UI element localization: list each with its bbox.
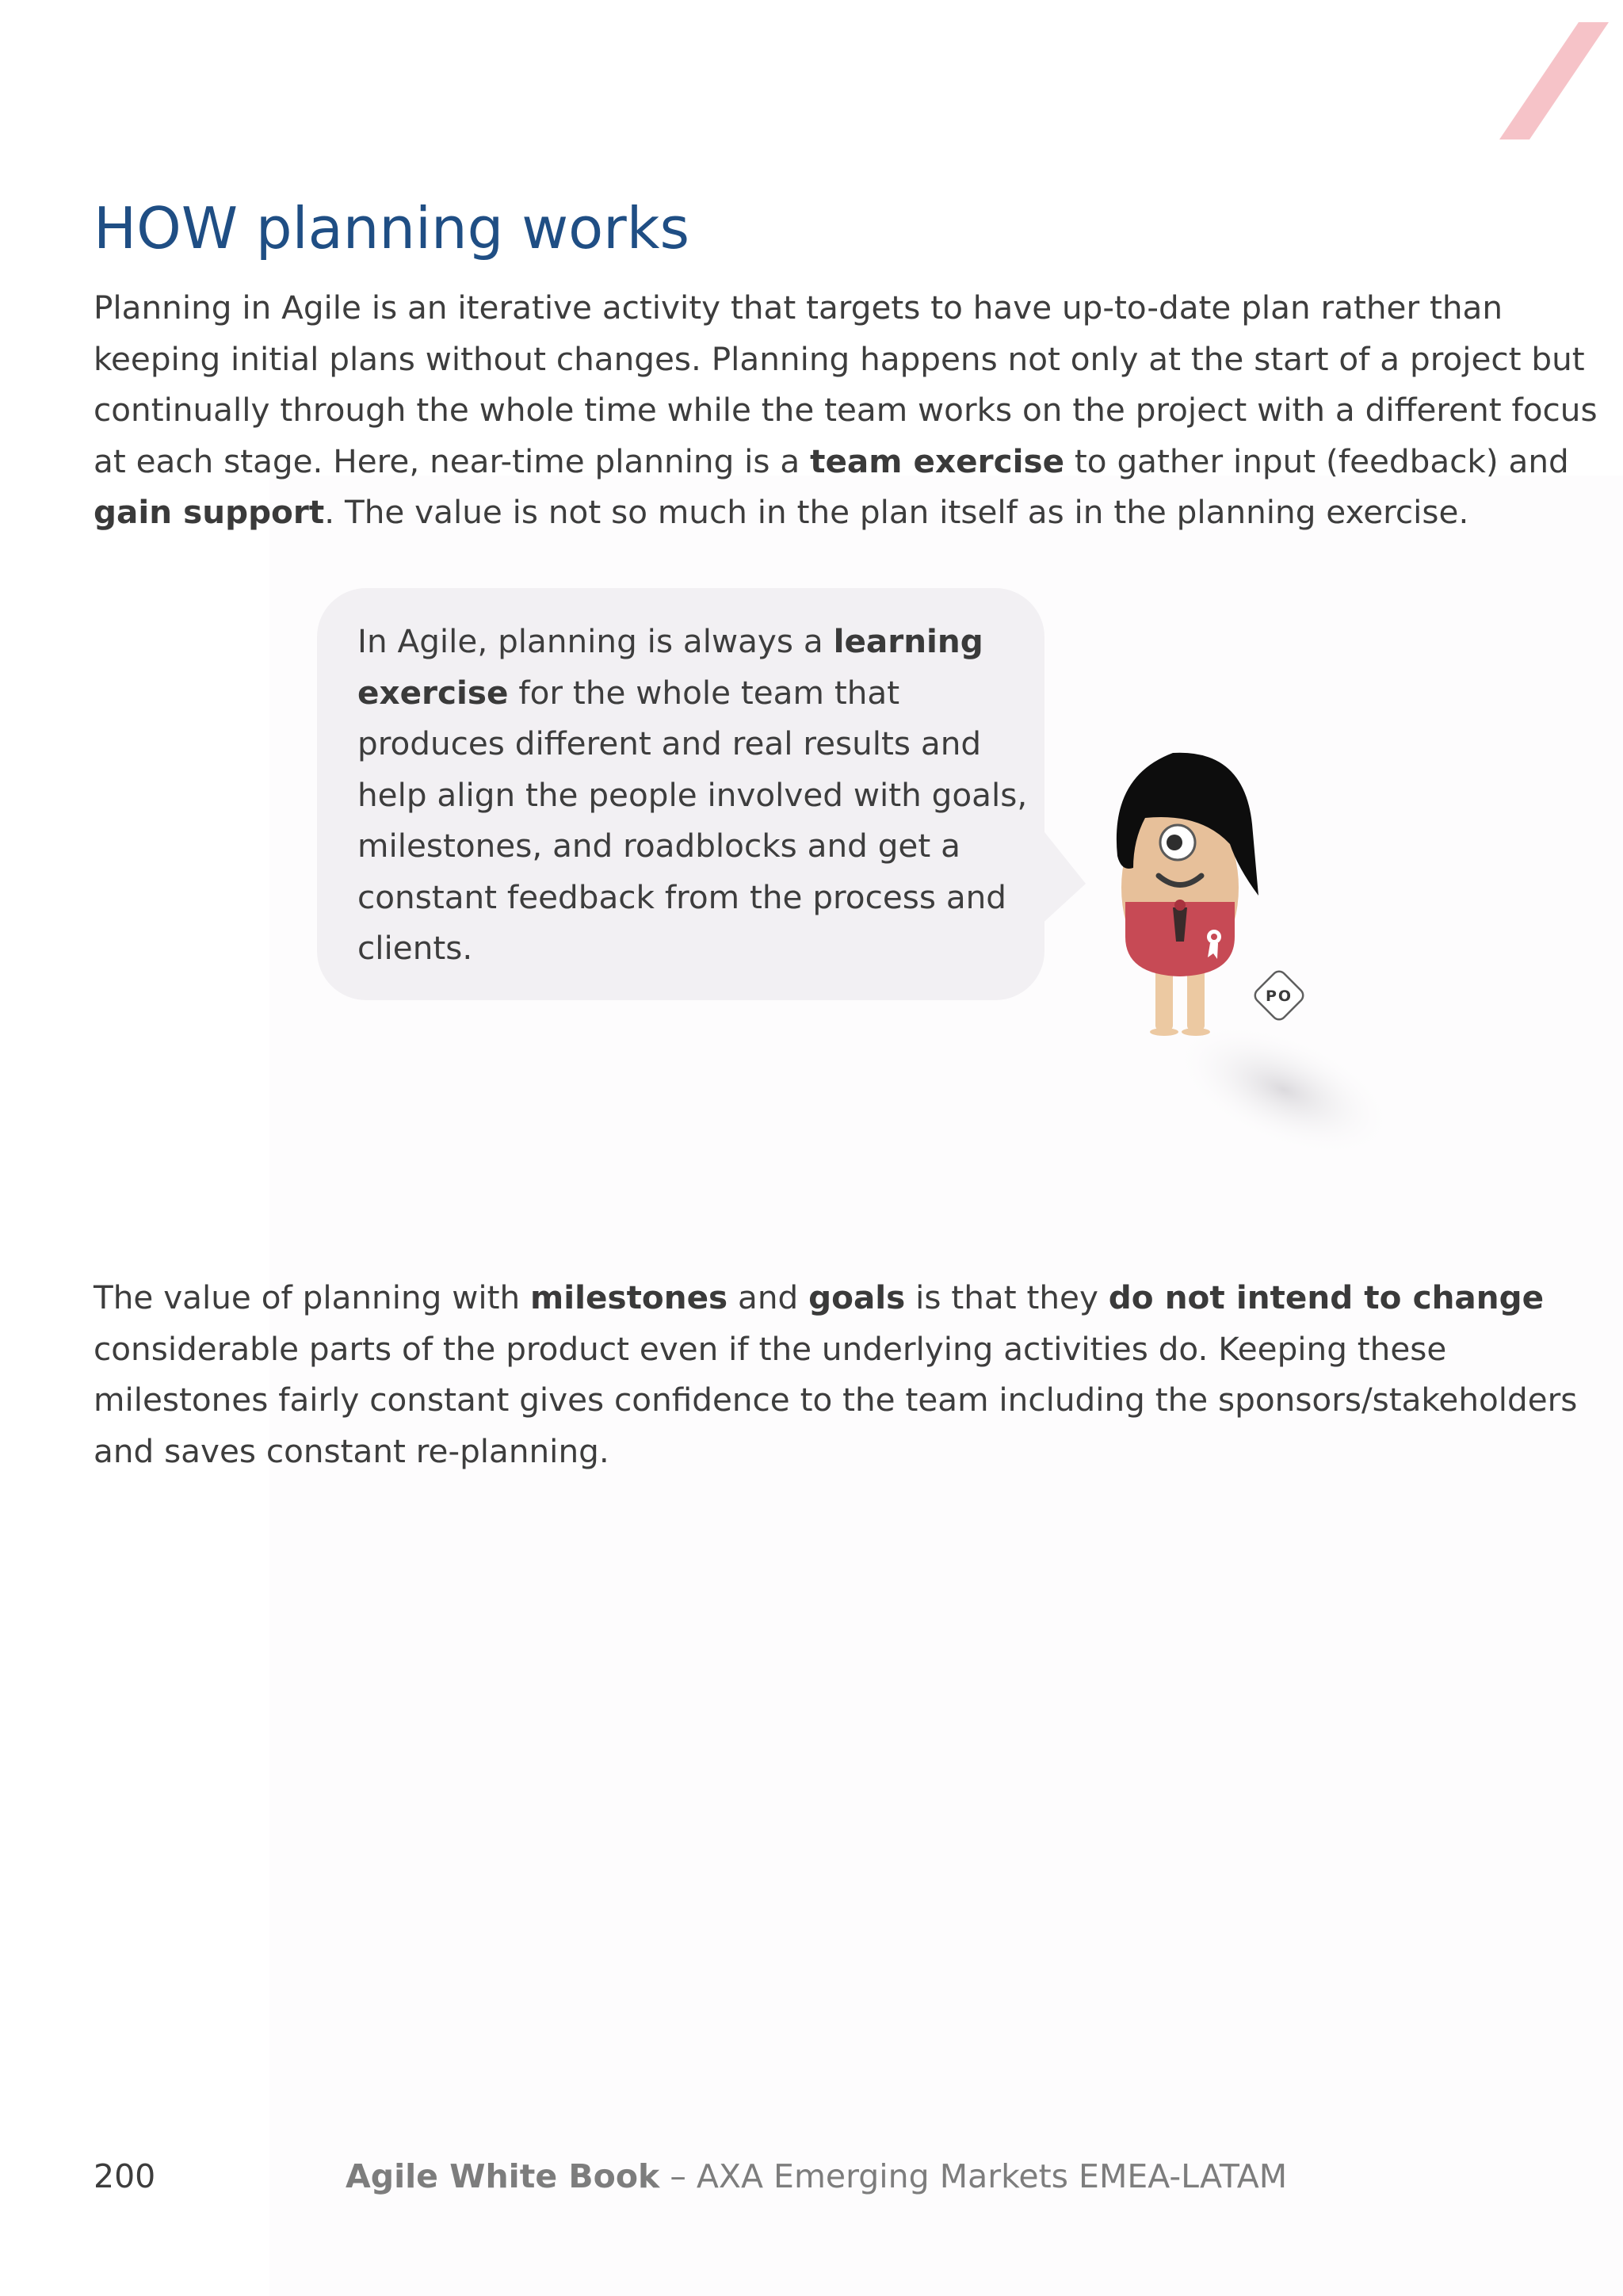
learning-emphasis: learning (833, 622, 983, 660)
do-not-change-emphasis: do not intend to change (1108, 1278, 1545, 1316)
exercise-emphasis: exercise (357, 673, 509, 712)
book-subtitle: – AXA Emerging Markets EMEA-LATAM (659, 2157, 1288, 2195)
milestones-paragraph (94, 1272, 1578, 1477)
page-number: 200 (94, 2157, 156, 2195)
po-badge (1252, 968, 1306, 1022)
callout-line: In Agile, planning is always a learning (357, 622, 983, 660)
product-owner-character-illustration (1054, 729, 1395, 1173)
callout-line: exercise for the whole team that (357, 673, 900, 712)
intro-paragraph (94, 282, 1598, 538)
callout-line: produces different and real results and (357, 724, 982, 762)
goals-emphasis: goals (808, 1278, 906, 1316)
book-title: Agile White Book (346, 2157, 660, 2195)
page-title: HOW planning works (94, 195, 689, 262)
callout-line: help align the people involved with goals, (357, 775, 1028, 814)
milestones-line: considerable parts of the product even if the underlying activities do. Keeping these (94, 1329, 1447, 1368)
milestones-line: and saves constant re-planning. (94, 1431, 609, 1470)
intro-line: at each stage. Here, near-time planning is a team exercise to gather input (feedback) and (94, 441, 1569, 480)
corner-stripe-decoration (1498, 22, 1609, 141)
milestones-line: The value of planning with milestones and goals is that they do not intend to change (94, 1278, 1545, 1316)
intro-line: Planning in Agile is an iterative activity that targets to have up-to-date plan rather than (94, 288, 1503, 327)
team-exercise-emphasis: team exercise (810, 441, 1065, 480)
callout-line: constant feedback from the process and (357, 877, 1007, 916)
intro-line: keeping initial plans without changes. Planning happens not only at the start of a project but (94, 339, 1585, 378)
footer-book-title (346, 2157, 1287, 2195)
po-badge-label: PO (1265, 988, 1293, 1005)
milestones-line: milestones fairly constant gives confidence to the team including the sponsors/stakeholders (94, 1381, 1578, 1419)
milestones-emphasis: milestones (530, 1278, 728, 1316)
callout-line: clients. (357, 929, 473, 967)
gain-support-emphasis: gain support (94, 493, 325, 531)
callout-line: milestones, and roadblocks and get a (357, 827, 960, 865)
intro-line: gain support. The value is not so much in the plan itself as in the planning exercise. (94, 493, 1469, 531)
intro-line: continually through the whole time while the team works on the project with a different focus (94, 391, 1598, 429)
callout-text (357, 616, 1027, 974)
